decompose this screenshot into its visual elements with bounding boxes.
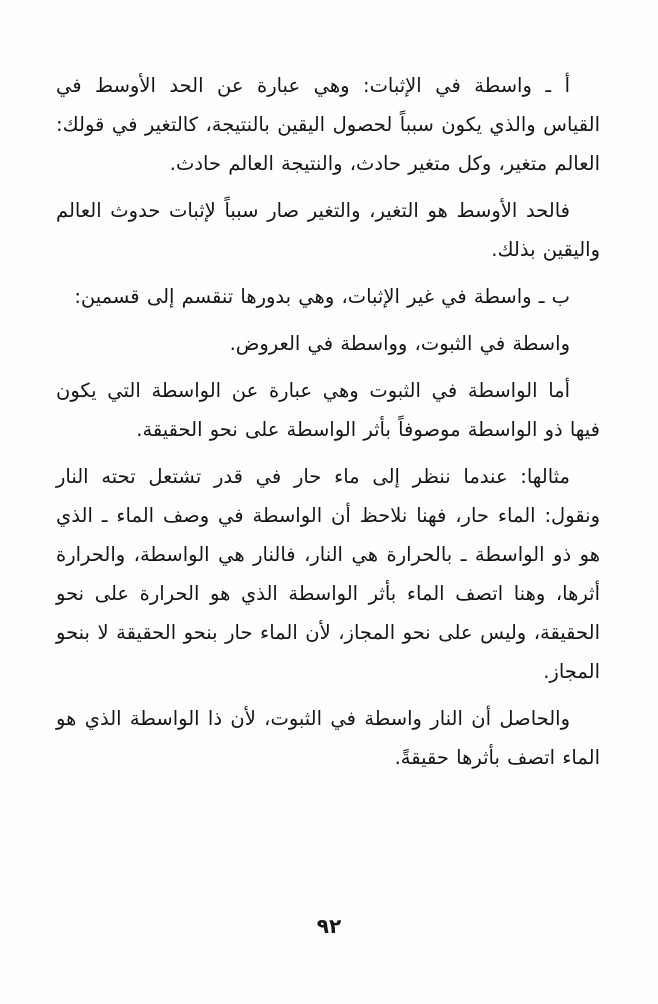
paragraph: أ ـ واسطة في الإثبات: وهي عبارة عن الحد الأوسط في القياس والذي يكون سبباً لحصول اليقين بالنتيجة، كالتغير في قولك: العالم متغير، وكل متغير حادث، والنتيجة العالم حادث. xyxy=(56,74,600,175)
paragraph: مثالها: عندما ننظر إلى ماء حار في قدر تشتعل تحته النار ونقول: الماء حار، فهنا نلاحظ أن الواسطة في وصف الماء ـ الذي هو ذو الواسطة ـ بالحرارة هي النار، فالنار هي الواسطة، والحرارة أثرها، وهنا اتصف الماء بأثر الواسطة الذي هو الحرارة على نحو الحقيقة، وليس على نحو المجاز، لأن الماء حار بنحو الحقيقة لا بنحو المجاز. xyxy=(56,465,600,683)
paragraph: فالحد الأوسط هو التغير، والتغير صار سبباً لإثبات حدوث العالم واليقين بذلك. xyxy=(56,199,600,261)
paragraph: واسطة في الثبوت، وواسطة في العروض. xyxy=(229,332,570,355)
paragraph: أما الواسطة في الثبوت وهي عبارة عن الواسطة التي يكون فيها ذو الواسطة موصوفاً بأثر الواسطة على نحو الحقيقة. xyxy=(56,379,600,441)
paragraph: ب ـ واسطة في غير الإثبات، وهي بدورها تنقسم إلى قسمين: xyxy=(74,285,570,308)
page-number: ٩٢ xyxy=(316,914,342,938)
paragraph: والحاصل أن النار واسطة في الثبوت، لأن ذا الواسطة الذي هو الماء اتصف بأثرها حقيقةً. xyxy=(56,707,600,769)
